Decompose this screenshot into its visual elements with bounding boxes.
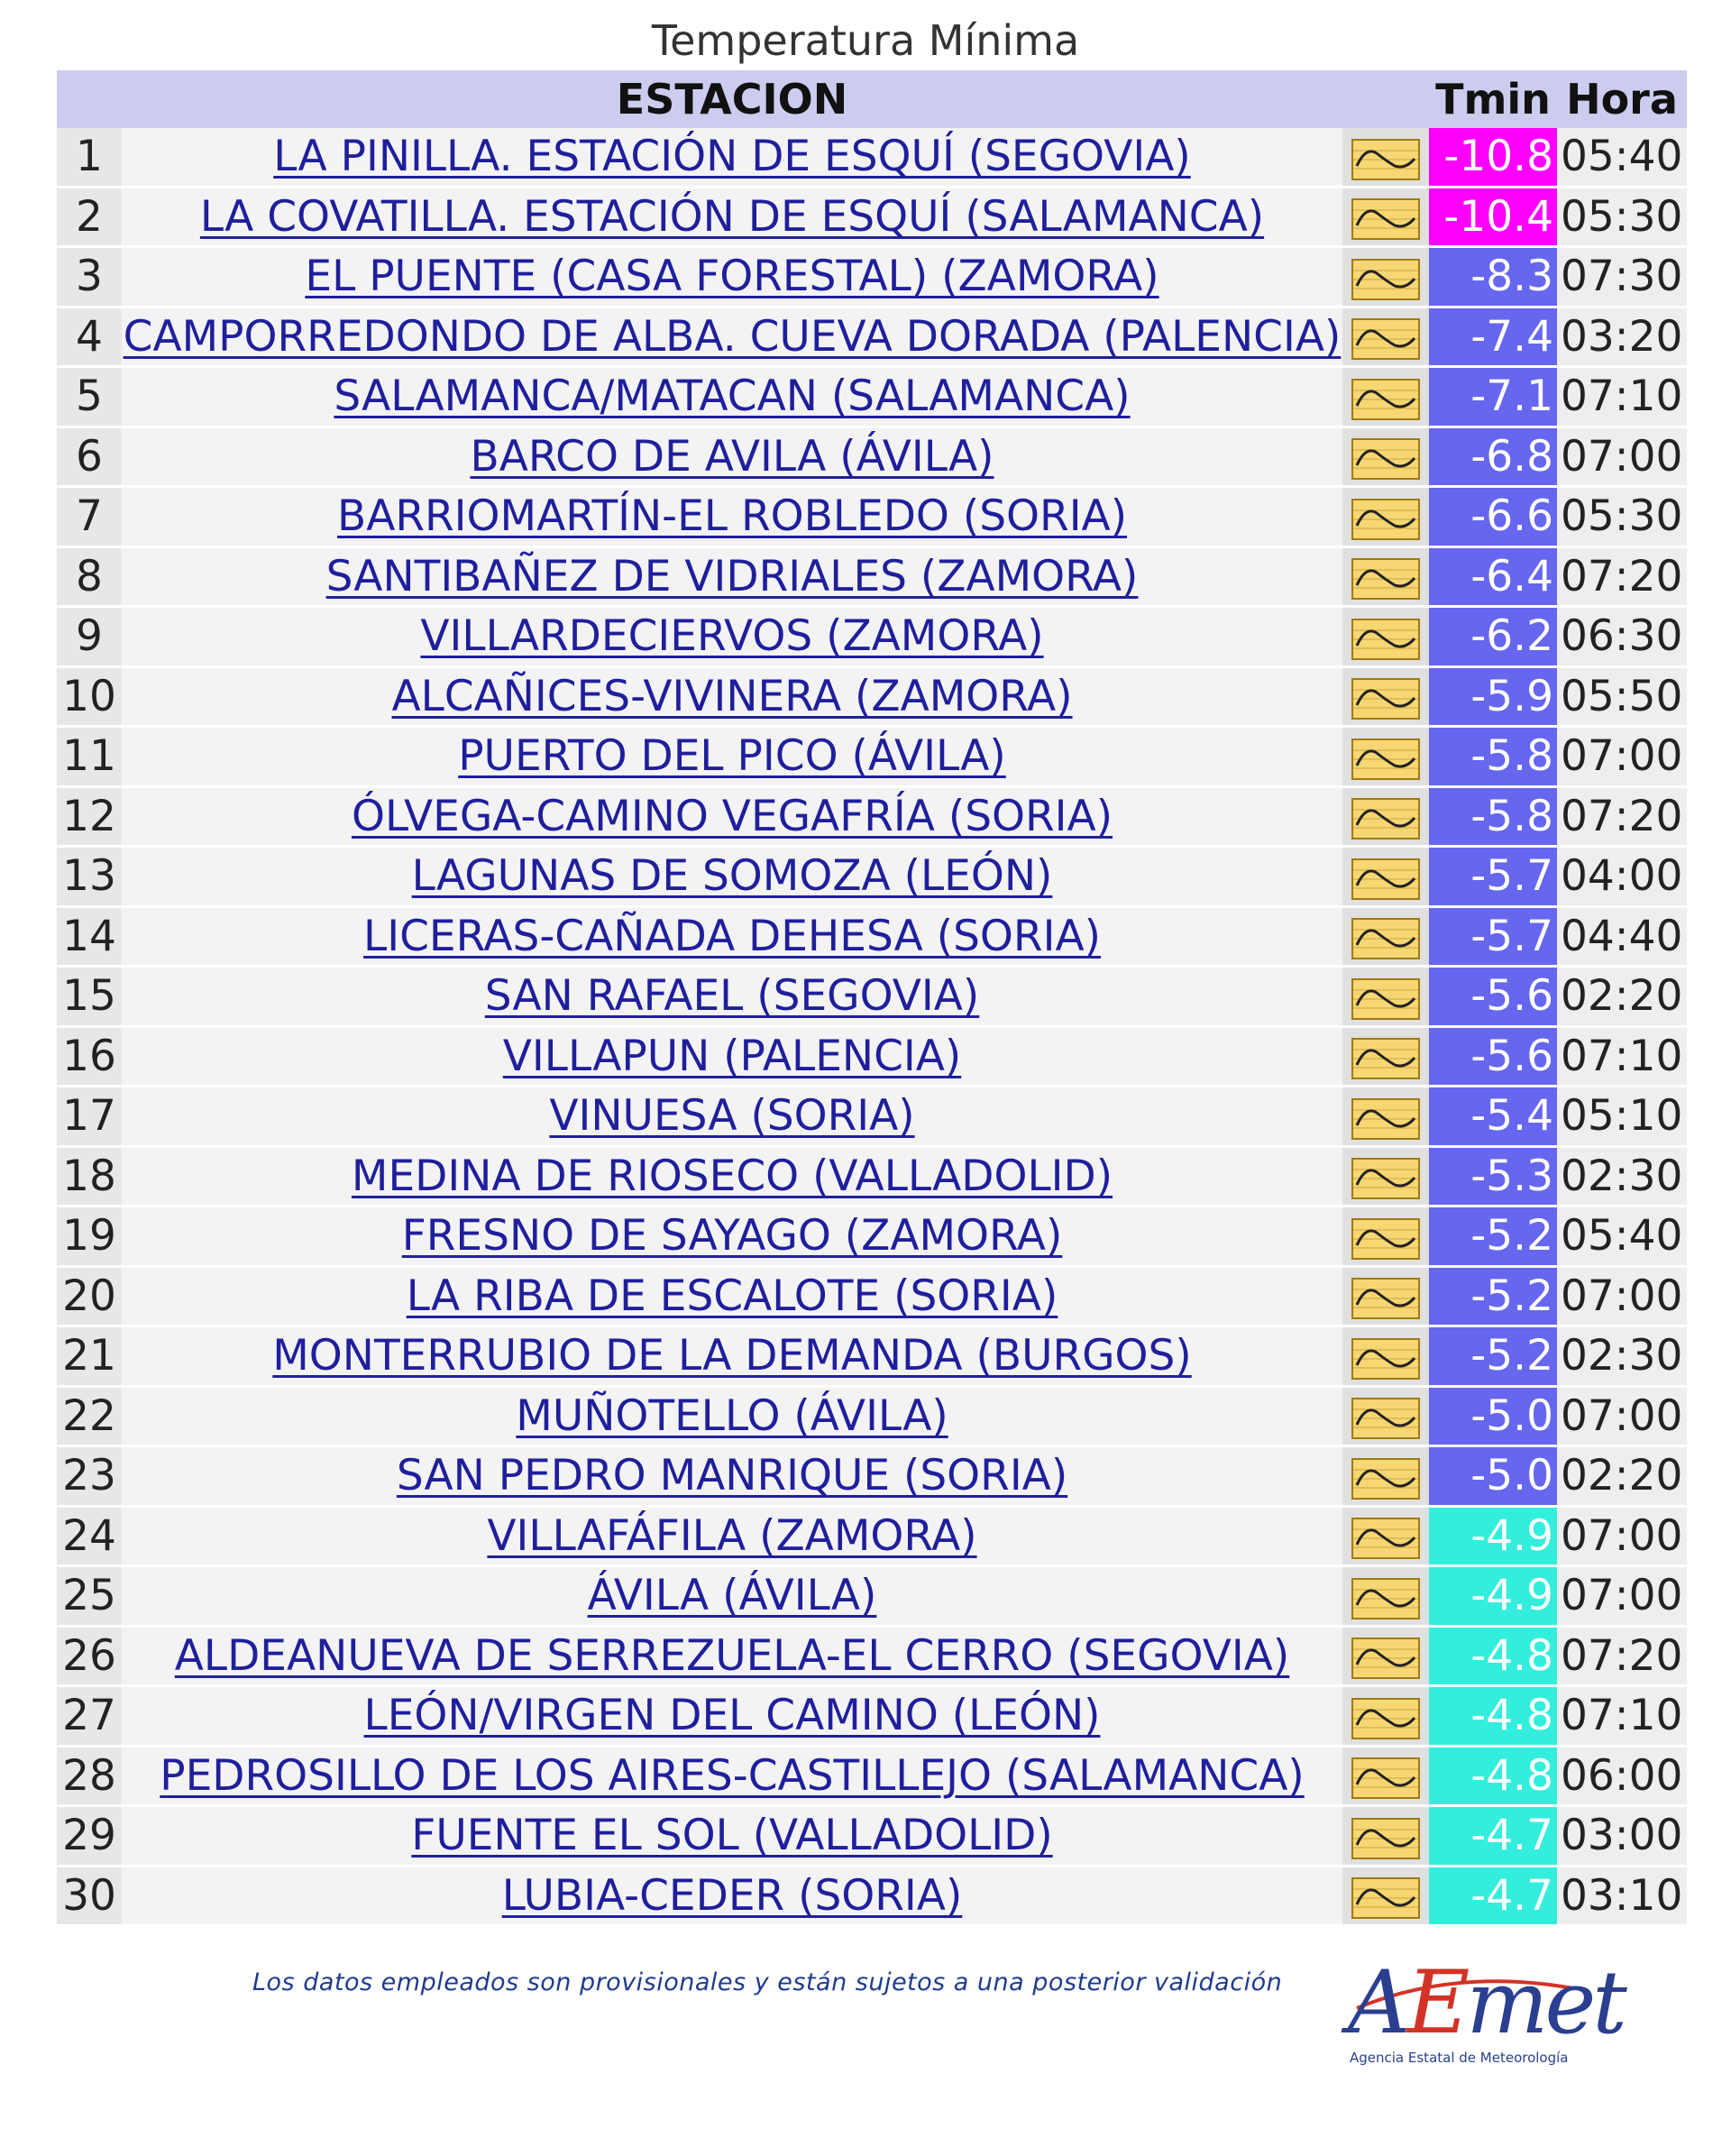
table-row xyxy=(57,1748,1687,1808)
station-link[interactable]: EL PUENTE (CASA FORESTAL) (ZAMORA) xyxy=(305,252,1159,302)
header-graph xyxy=(1342,70,1429,128)
chart-line-icon[interactable] xyxy=(1351,558,1420,600)
row-station-cell xyxy=(122,1447,1342,1508)
row-tmin: -5.6 xyxy=(1429,968,1557,1028)
row-hora: 07:20 xyxy=(1557,1628,1687,1688)
row-hora: 07:30 xyxy=(1557,248,1687,308)
chart-line-icon[interactable] xyxy=(1351,1338,1420,1380)
row-rank: 3 xyxy=(57,248,122,308)
row-tmin: -7.4 xyxy=(1429,308,1557,369)
table-row xyxy=(57,248,1687,308)
row-tmin: -4.9 xyxy=(1429,1508,1557,1568)
table-row xyxy=(57,1087,1687,1148)
row-graph-cell xyxy=(1342,1867,1429,1928)
row-graph-cell xyxy=(1342,1327,1429,1388)
chart-line-icon[interactable] xyxy=(1351,139,1420,180)
station-link[interactable]: LA RIBA DE ESCALOTE (SORIA) xyxy=(406,1271,1058,1321)
chart-line-icon[interactable] xyxy=(1351,1638,1420,1679)
row-hora: 05:40 xyxy=(1557,1207,1687,1268)
row-tmin: -4.9 xyxy=(1429,1567,1557,1628)
station-link[interactable]: VILLAFÁFILA (ZAMORA) xyxy=(487,1510,977,1561)
row-rank: 11 xyxy=(57,728,122,788)
row-tmin: -5.6 xyxy=(1429,1028,1557,1088)
aemet-logo xyxy=(1348,1952,1624,2069)
chart-line-icon[interactable] xyxy=(1351,438,1420,480)
row-graph-cell xyxy=(1342,608,1429,668)
chart-line-icon[interactable] xyxy=(1351,1038,1420,1079)
table-row xyxy=(57,728,1687,788)
row-tmin: -5.7 xyxy=(1429,908,1557,968)
station-link[interactable]: VILLAPUN (PALENCIA) xyxy=(502,1031,962,1081)
row-station-cell xyxy=(122,1748,1342,1808)
row-tmin: -5.2 xyxy=(1429,1327,1557,1388)
table-row xyxy=(57,188,1687,249)
row-station-cell xyxy=(122,188,1342,249)
row-graph-cell xyxy=(1342,1508,1429,1568)
row-graph-cell xyxy=(1342,188,1429,249)
row-rank: 21 xyxy=(57,1327,122,1388)
row-hora: 02:20 xyxy=(1557,968,1687,1028)
row-station-cell xyxy=(122,1508,1342,1568)
row-graph-cell xyxy=(1342,1207,1429,1268)
row-station-cell xyxy=(122,488,1342,548)
row-station-cell xyxy=(122,368,1342,428)
row-tmin: -5.2 xyxy=(1429,1207,1557,1268)
row-hora: 07:00 xyxy=(1557,428,1687,489)
row-rank: 14 xyxy=(57,908,122,968)
row-tmin: -4.7 xyxy=(1429,1867,1557,1928)
chart-line-icon[interactable] xyxy=(1351,1098,1420,1140)
row-tmin: -4.8 xyxy=(1429,1628,1557,1688)
row-hora: 02:20 xyxy=(1557,1447,1687,1508)
station-link[interactable]: FUENTE EL SOL (VALLADOLID) xyxy=(411,1811,1053,1861)
row-graph-cell xyxy=(1342,1388,1429,1448)
row-hora: 05:40 xyxy=(1557,128,1687,188)
chart-line-icon[interactable] xyxy=(1351,918,1420,959)
row-tmin: -5.9 xyxy=(1429,668,1557,729)
row-tmin: -5.4 xyxy=(1429,1087,1557,1148)
row-station-cell xyxy=(122,608,1342,668)
row-rank: 10 xyxy=(57,668,122,729)
table-row xyxy=(57,1327,1687,1388)
row-hora: 06:30 xyxy=(1557,608,1687,668)
row-tmin: -4.7 xyxy=(1429,1807,1557,1867)
row-station-cell xyxy=(122,1807,1342,1867)
row-rank: 28 xyxy=(57,1748,122,1808)
logo-wordmark: AEmet xyxy=(1348,1952,1624,2053)
row-hora: 03:00 xyxy=(1557,1807,1687,1867)
row-rank: 16 xyxy=(57,1028,122,1088)
chart-line-icon[interactable] xyxy=(1351,1698,1420,1739)
table-row xyxy=(57,608,1687,668)
table-row xyxy=(57,548,1687,609)
table-row xyxy=(57,368,1687,428)
row-graph-cell xyxy=(1342,728,1429,788)
row-tmin: -8.3 xyxy=(1429,248,1557,308)
row-hora: 07:20 xyxy=(1557,788,1687,849)
table-row xyxy=(57,1567,1687,1628)
table-row xyxy=(57,488,1687,548)
chart-line-icon[interactable] xyxy=(1351,619,1420,660)
station-link[interactable]: LICERAS-CAÑADA DEHESA (SORIA) xyxy=(363,911,1101,961)
row-rank: 2 xyxy=(57,188,122,249)
chart-line-icon[interactable] xyxy=(1351,259,1420,300)
row-hora: 07:00 xyxy=(1557,728,1687,788)
row-tmin: -5.0 xyxy=(1429,1447,1557,1508)
station-link[interactable]: PUERTO DEL PICO (ÁVILA) xyxy=(458,731,1006,782)
row-graph-cell xyxy=(1342,1748,1429,1808)
station-link[interactable]: ÁVILA (ÁVILA) xyxy=(587,1571,877,1621)
row-station-cell xyxy=(122,128,1342,188)
row-tmin: -10.4 xyxy=(1429,188,1557,249)
row-hora: 07:10 xyxy=(1557,1687,1687,1748)
row-graph-cell xyxy=(1342,1628,1429,1688)
row-hora: 04:00 xyxy=(1557,848,1687,908)
row-hora: 07:10 xyxy=(1557,1028,1687,1088)
row-graph-cell xyxy=(1342,548,1429,609)
chart-line-icon[interactable] xyxy=(1351,1518,1420,1559)
row-rank: 19 xyxy=(57,1207,122,1268)
chart-line-icon[interactable] xyxy=(1351,1818,1420,1859)
table-row xyxy=(57,428,1687,489)
row-hora: 07:00 xyxy=(1557,1388,1687,1448)
station-link[interactable]: ÓLVEGA-CAMINO VEGAFRÍA (SORIA) xyxy=(351,791,1113,841)
row-hora: 07:00 xyxy=(1557,1268,1687,1328)
table-row xyxy=(57,128,1687,188)
logo-subtitle: Agencia Estatal de Meteorología xyxy=(1350,2050,1569,2066)
row-station-cell xyxy=(122,1028,1342,1088)
row-tmin: -10.8 xyxy=(1429,128,1557,188)
station-link[interactable]: PEDROSILLO DE LOS AIRES-CASTILLEJO (SALAMANCA) xyxy=(160,1750,1305,1801)
footer-disclaimer: Los datos empleados son provisionales y están sujetos a una posterior validación xyxy=(252,1968,1283,1996)
station-link[interactable]: MUÑOTELLO (ÁVILA) xyxy=(516,1390,948,1441)
table-row xyxy=(57,1628,1687,1688)
row-station-cell xyxy=(122,908,1342,968)
row-graph-cell xyxy=(1342,428,1429,489)
header-rank xyxy=(57,70,122,128)
station-link[interactable]: ALCAÑICES-VIVINERA (ZAMORA) xyxy=(391,671,1073,721)
chart-line-icon[interactable] xyxy=(1351,1458,1420,1500)
row-hora: 02:30 xyxy=(1557,1327,1687,1388)
row-rank: 30 xyxy=(57,1867,122,1928)
row-hora: 02:30 xyxy=(1557,1148,1687,1208)
row-tmin: -5.3 xyxy=(1429,1148,1557,1208)
row-rank: 9 xyxy=(57,608,122,668)
table-row xyxy=(57,1687,1687,1748)
row-station-cell xyxy=(122,848,1342,908)
header-tmin: Tmin xyxy=(1429,70,1557,128)
row-tmin: -5.8 xyxy=(1429,788,1557,849)
table-row xyxy=(57,848,1687,908)
temperature-table xyxy=(57,70,1687,1927)
row-rank: 24 xyxy=(57,1508,122,1568)
table-row xyxy=(57,1447,1687,1508)
chart-line-icon[interactable] xyxy=(1351,1218,1420,1260)
row-rank: 12 xyxy=(57,788,122,849)
row-tmin: -6.4 xyxy=(1429,548,1557,609)
table-row xyxy=(57,1268,1687,1328)
row-rank: 4 xyxy=(57,308,122,369)
row-hora: 07:00 xyxy=(1557,1508,1687,1568)
chart-line-icon[interactable] xyxy=(1351,318,1420,360)
row-graph-cell xyxy=(1342,1807,1429,1867)
station-link[interactable]: VINUESA (SORIA) xyxy=(549,1091,915,1142)
row-station-cell xyxy=(122,428,1342,489)
station-link[interactable]: LA COVATILLA. ESTACIÓN DE ESQUÍ (SALAMANCA) xyxy=(199,191,1265,242)
row-hora: 05:30 xyxy=(1557,188,1687,249)
row-tmin: -6.2 xyxy=(1429,608,1557,668)
row-station-cell xyxy=(122,1148,1342,1208)
row-station-cell xyxy=(122,1867,1342,1928)
chart-line-icon[interactable] xyxy=(1351,1578,1420,1619)
row-hora: 03:20 xyxy=(1557,308,1687,369)
row-hora: 03:10 xyxy=(1557,1867,1687,1928)
row-rank: 18 xyxy=(57,1148,122,1208)
chart-line-icon[interactable] xyxy=(1351,858,1420,900)
row-hora: 06:00 xyxy=(1557,1748,1687,1808)
chart-line-icon[interactable] xyxy=(1351,379,1420,420)
table-row xyxy=(57,1207,1687,1268)
row-hora: 07:00 xyxy=(1557,1567,1687,1628)
chart-line-icon[interactable] xyxy=(1351,678,1420,720)
row-tmin: -5.0 xyxy=(1429,1388,1557,1448)
row-graph-cell xyxy=(1342,368,1429,428)
row-graph-cell xyxy=(1342,488,1429,548)
row-graph-cell xyxy=(1342,788,1429,849)
row-station-cell xyxy=(122,1567,1342,1628)
row-rank: 25 xyxy=(57,1567,122,1628)
row-tmin: -4.8 xyxy=(1429,1687,1557,1748)
row-tmin: -7.1 xyxy=(1429,368,1557,428)
station-link[interactable]: CAMPORREDONDO DE ALBA. CUEVA DORADA (PALENCIA) xyxy=(123,311,1342,362)
table-row xyxy=(57,1148,1687,1208)
row-station-cell xyxy=(122,1628,1342,1688)
row-tmin: -6.6 xyxy=(1429,488,1557,548)
row-rank: 20 xyxy=(57,1268,122,1328)
row-station-cell xyxy=(122,1268,1342,1328)
table-row xyxy=(57,968,1687,1028)
row-graph-cell xyxy=(1342,1567,1429,1628)
chart-line-icon[interactable] xyxy=(1351,1158,1420,1199)
chart-line-icon[interactable] xyxy=(1351,1398,1420,1439)
row-rank: 5 xyxy=(57,368,122,428)
row-rank: 1 xyxy=(57,128,122,188)
row-tmin: -5.2 xyxy=(1429,1268,1557,1328)
row-station-cell xyxy=(122,1388,1342,1448)
page-title: Temperatura Mínima xyxy=(651,16,1080,65)
row-graph-cell xyxy=(1342,1268,1429,1328)
row-station-cell xyxy=(122,548,1342,609)
station-link[interactable]: LA PINILLA. ESTACIÓN DE ESQUÍ (SEGOVIA) xyxy=(273,132,1191,182)
row-station-cell xyxy=(122,1327,1342,1388)
station-link[interactable]: MEDINA DE RIOSECO (VALLADOLID) xyxy=(351,1151,1113,1201)
row-rank: 15 xyxy=(57,968,122,1028)
header-hora: Hora xyxy=(1557,70,1687,128)
row-rank: 7 xyxy=(57,488,122,548)
row-rank: 6 xyxy=(57,428,122,489)
row-hora: 07:10 xyxy=(1557,368,1687,428)
table-row xyxy=(57,1508,1687,1568)
table-header-row xyxy=(57,70,1687,128)
row-graph-cell xyxy=(1342,308,1429,369)
row-hora: 04:40 xyxy=(1557,908,1687,968)
row-rank: 29 xyxy=(57,1807,122,1867)
chart-line-icon[interactable] xyxy=(1351,198,1420,240)
row-rank: 22 xyxy=(57,1388,122,1448)
row-tmin: -4.8 xyxy=(1429,1748,1557,1808)
row-graph-cell xyxy=(1342,1087,1429,1148)
station-link[interactable]: LUBIA-CEDER (SORIA) xyxy=(501,1870,963,1921)
row-tmin: -6.8 xyxy=(1429,428,1557,489)
table-row xyxy=(57,1807,1687,1867)
chart-line-icon[interactable] xyxy=(1351,1757,1420,1799)
station-link[interactable]: BARRIOMARTÍN-EL ROBLEDO (SORIA) xyxy=(336,491,1128,542)
station-link[interactable]: MONTERRUBIO DE LA DEMANDA (BURGOS) xyxy=(272,1331,1192,1381)
row-graph-cell xyxy=(1342,1148,1429,1208)
station-link[interactable]: SAN RAFAEL (SEGOVIA) xyxy=(484,971,980,1022)
row-station-cell xyxy=(122,728,1342,788)
station-link[interactable]: LAGUNAS DE SOMOZA (LEÓN) xyxy=(411,851,1053,902)
row-rank: 23 xyxy=(57,1447,122,1508)
chart-line-icon[interactable] xyxy=(1351,978,1420,1020)
row-graph-cell xyxy=(1342,668,1429,729)
table-row xyxy=(57,668,1687,729)
station-link[interactable]: FRESNO DE SAYAGO (ZAMORA) xyxy=(401,1211,1063,1261)
row-graph-cell xyxy=(1342,128,1429,188)
table-row xyxy=(57,908,1687,968)
chart-line-icon[interactable] xyxy=(1351,739,1420,780)
station-link[interactable]: ALDEANUEVA DE SERREZUELA-EL CERRO (SEGOVIA) xyxy=(174,1630,1290,1681)
chart-line-icon[interactable] xyxy=(1351,1877,1420,1919)
station-link[interactable]: LEÓN/VIRGEN DEL CAMINO (LEÓN) xyxy=(363,1691,1101,1741)
table-row xyxy=(57,1867,1687,1928)
row-station-cell xyxy=(122,248,1342,308)
row-graph-cell xyxy=(1342,968,1429,1028)
row-tmin: -5.8 xyxy=(1429,728,1557,788)
table-row xyxy=(57,1028,1687,1088)
chart-line-icon[interactable] xyxy=(1351,1278,1420,1319)
row-tmin: -5.7 xyxy=(1429,848,1557,908)
station-link[interactable]: BARCO DE AVILA (ÁVILA) xyxy=(470,431,994,482)
chart-line-icon[interactable] xyxy=(1351,798,1420,839)
table-row xyxy=(57,308,1687,369)
row-hora: 05:10 xyxy=(1557,1087,1687,1148)
row-station-cell xyxy=(122,1207,1342,1268)
row-graph-cell xyxy=(1342,848,1429,908)
header-station: ESTACION xyxy=(122,70,1342,128)
row-graph-cell xyxy=(1342,908,1429,968)
row-graph-cell xyxy=(1342,1687,1429,1748)
station-link[interactable]: VILLARDECIERVOS (ZAMORA) xyxy=(420,611,1044,662)
station-link[interactable]: SAN PEDRO MANRIQUE (SORIA) xyxy=(396,1451,1068,1501)
row-rank: 17 xyxy=(57,1087,122,1148)
station-link[interactable]: SALAMANCA/MATACAN (SALAMANCA) xyxy=(334,372,1131,422)
row-graph-cell xyxy=(1342,1447,1429,1508)
row-rank: 27 xyxy=(57,1687,122,1748)
row-hora: 07:20 xyxy=(1557,548,1687,609)
station-link[interactable]: SANTIBAÑEZ DE VIDRIALES (ZAMORA) xyxy=(325,551,1139,601)
table-row xyxy=(57,788,1687,849)
table-row xyxy=(57,1388,1687,1448)
row-station-cell xyxy=(122,1687,1342,1748)
row-station-cell xyxy=(122,668,1342,729)
row-station-cell xyxy=(122,788,1342,849)
row-rank: 26 xyxy=(57,1628,122,1688)
row-hora: 05:50 xyxy=(1557,668,1687,729)
row-rank: 8 xyxy=(57,548,122,609)
chart-line-icon[interactable] xyxy=(1351,499,1420,540)
row-station-cell xyxy=(122,1087,1342,1148)
row-station-cell xyxy=(122,308,1342,369)
row-rank: 13 xyxy=(57,848,122,908)
row-station-cell xyxy=(122,968,1342,1028)
row-graph-cell xyxy=(1342,1028,1429,1088)
row-graph-cell xyxy=(1342,248,1429,308)
row-hora: 05:30 xyxy=(1557,488,1687,548)
